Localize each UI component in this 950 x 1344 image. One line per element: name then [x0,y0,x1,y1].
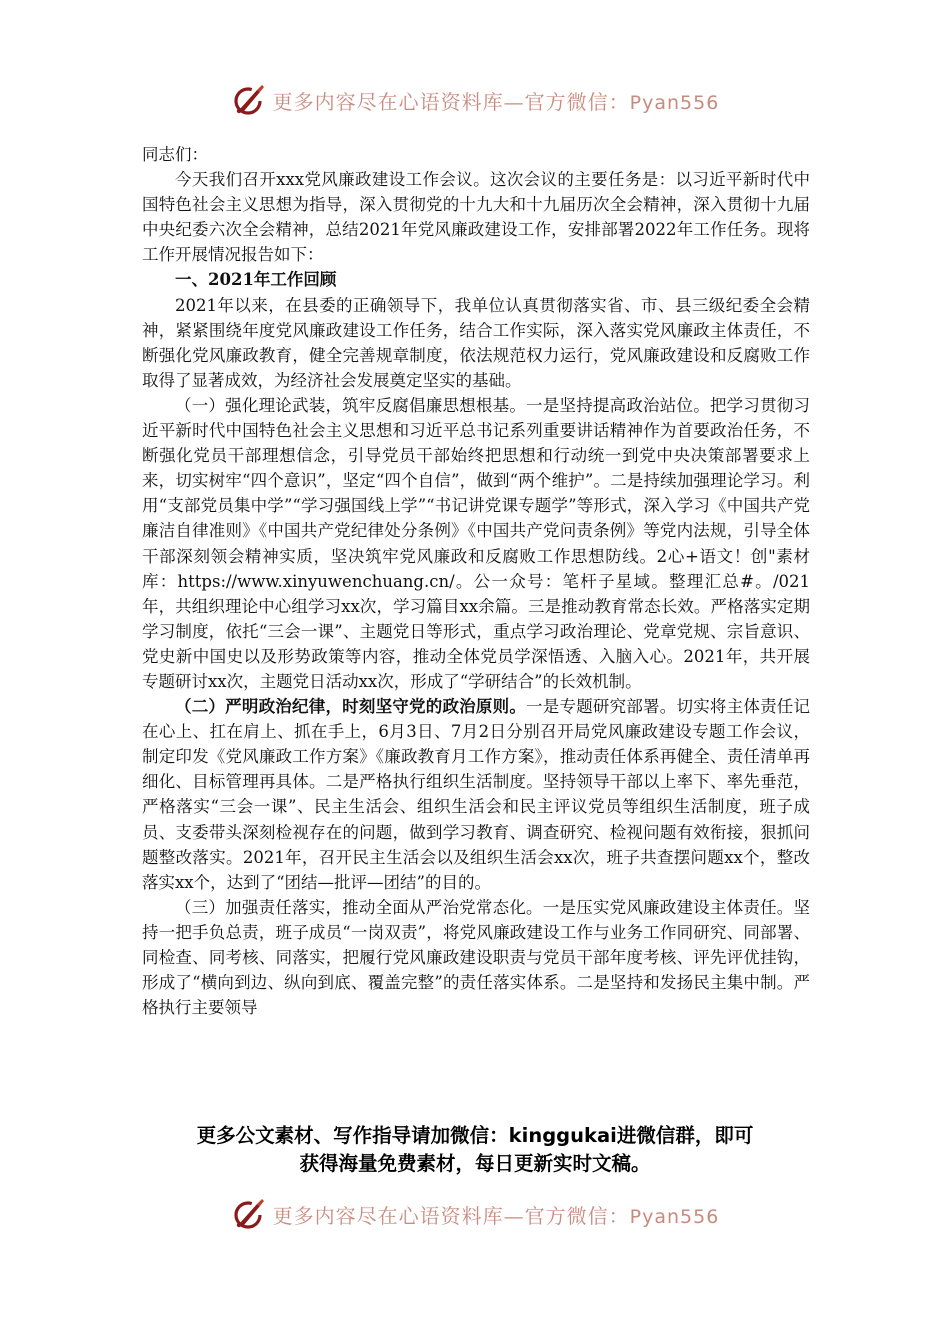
promo-line-2: 获得海量免费素材，每日更新实时文稿。 [299,1152,651,1175]
section-paragraph: 2021年以来，在县委的正确领导下，我单位认真贯彻落实省、市、县三级纪委全会精神，紧紧围绕年度党风廉政建设工作任务，结合工作实际，深入落实党风廉政主体责任，不断强化党风廉政教育，健全完善规章制度，依法规范权力运行，党风廉政建设和反腐败工作取得了显著成效，为经济社会发展奠定坚实的基础。 [142,295,810,390]
item-2-body: 一是专题研究部署。切实将主体责任记在心上、扛在肩上、抓在手上，6月3日、7月2日分别召开局党风廉政建设专题工作会议，制定印发《党风廉政工作方案》《廉政教育月工作方案》，推动责任体系再健全、责任清单再细化、目标管理再具体。二是严格执行组织生活制度。坚持领导干部以上率下、率先垂范，严格落实“三会一课”、民主生活会、组织生活会和民主评议党员等组织生活制度，班子成员、支委带头深刻检视存在的问题，做到学习教育、调查研究、检视问题有效衔接，狠抓问题整改落实。2021年，召开民主生活会以及组织生活会xx次，班子共查摆问题xx个，整改落实xx个，达到了“团结—批评—团结”的目的。 [142,697,811,892]
banner-text: 更多内容尽在心语资料库—官方微信：Pyan556 [272,1203,720,1228]
salutation: 同志们： [142,145,208,164]
brush-logo-icon [231,1196,267,1232]
watermark-banner-top [0,80,950,120]
promo-notice [0,1122,950,1178]
banner-text: 更多内容尽在心语资料库—官方微信：Pyan556 [272,89,720,114]
item-3-paragraph: （三）加强责任落实，推动全面从严治党常态化。一是压实党风廉政建设主体责任。坚持一把手负总责，班子成员“一岗双责”，将党风廉政建设工作与业务工作同研究、同部署、同检查、同考核、同落实，把履行党风廉政建设职责与党员干部年度考核、评先评优挂钩，形成了“横向到边、纵向到底、覆盖完整”的责任落实体系。二是坚持和发扬民主集中制。严格执行主要领导 [142,897,810,1018]
brush-logo-icon [231,82,267,118]
watermark-banner-bottom [0,1194,950,1234]
item-2-paragraph [142,694,810,895]
section-heading: 一、2021年工作回顾 [175,270,337,290]
item-2-title: （二）严明政治纪律，时刻坚守党的政治原则。 [175,697,527,717]
intro-paragraph: 今天我们召开xxx党风廉政建设工作会议。这次会议的主要任务是：以习近平新时代中国特色社会主义思想为指导，深入贯彻党的十九大和十九届历次全会精神，深入贯彻十九届中央纪委六次全会精神，总结2021年党风廉政建设工作，安排部署2022年工作任务。现将工作开展情况报告如下： [142,170,810,265]
promo-line-1: 更多公文素材、写作指导请加微信：kinggukai进微信群，即可 [196,1124,754,1147]
document-body [142,142,810,1020]
item-1-paragraph: （一）强化理论武装，筑牢反腐倡廉思想根基。一是坚持提高政治站位。把学习贯彻习近平新时代中国特色社会主义思想和习近平总书记系列重要讲话精神作为首要政治任务，不断强化党员干部理想信念，引导党员干部始终把思想和行动统一到党中央决策部署要求上来，切实树牢“四个意识”，坚定“四个自信”，做到“两个维护”。二是持续加强理论学习。利用“支部党员集中学”“学习强国线上学”“书记讲党课专题学”等形式，深入学习《中国共产党廉洁自律准则》《中国共产党纪律处分条例》《中国共产党问责条例》等党内法规，引导全体干部深刻领会精神实质，坚决筑牢党风廉政和反腐败工作思想防线。2心+语文！创"素材库：https://www.xinyuwenchuang.cn/。公一众号：笔杆子星域。整理汇总#。/021年，共组织理论中心组学习xx次，学习篇目xx余篇。三是推动教育常态长效。严格落实定期学习制度，依托“三会一课”、主题党日等形式，重点学习政治理论、党章党规、宗旨意识、党史新中国史以及形势政策等内容，推动全体党员学深悟透、入脑入心。2021年，共开展专题研讨xx次，主题党日活动xx次，形成了“学研结合”的长效机制。 [142,395,810,691]
